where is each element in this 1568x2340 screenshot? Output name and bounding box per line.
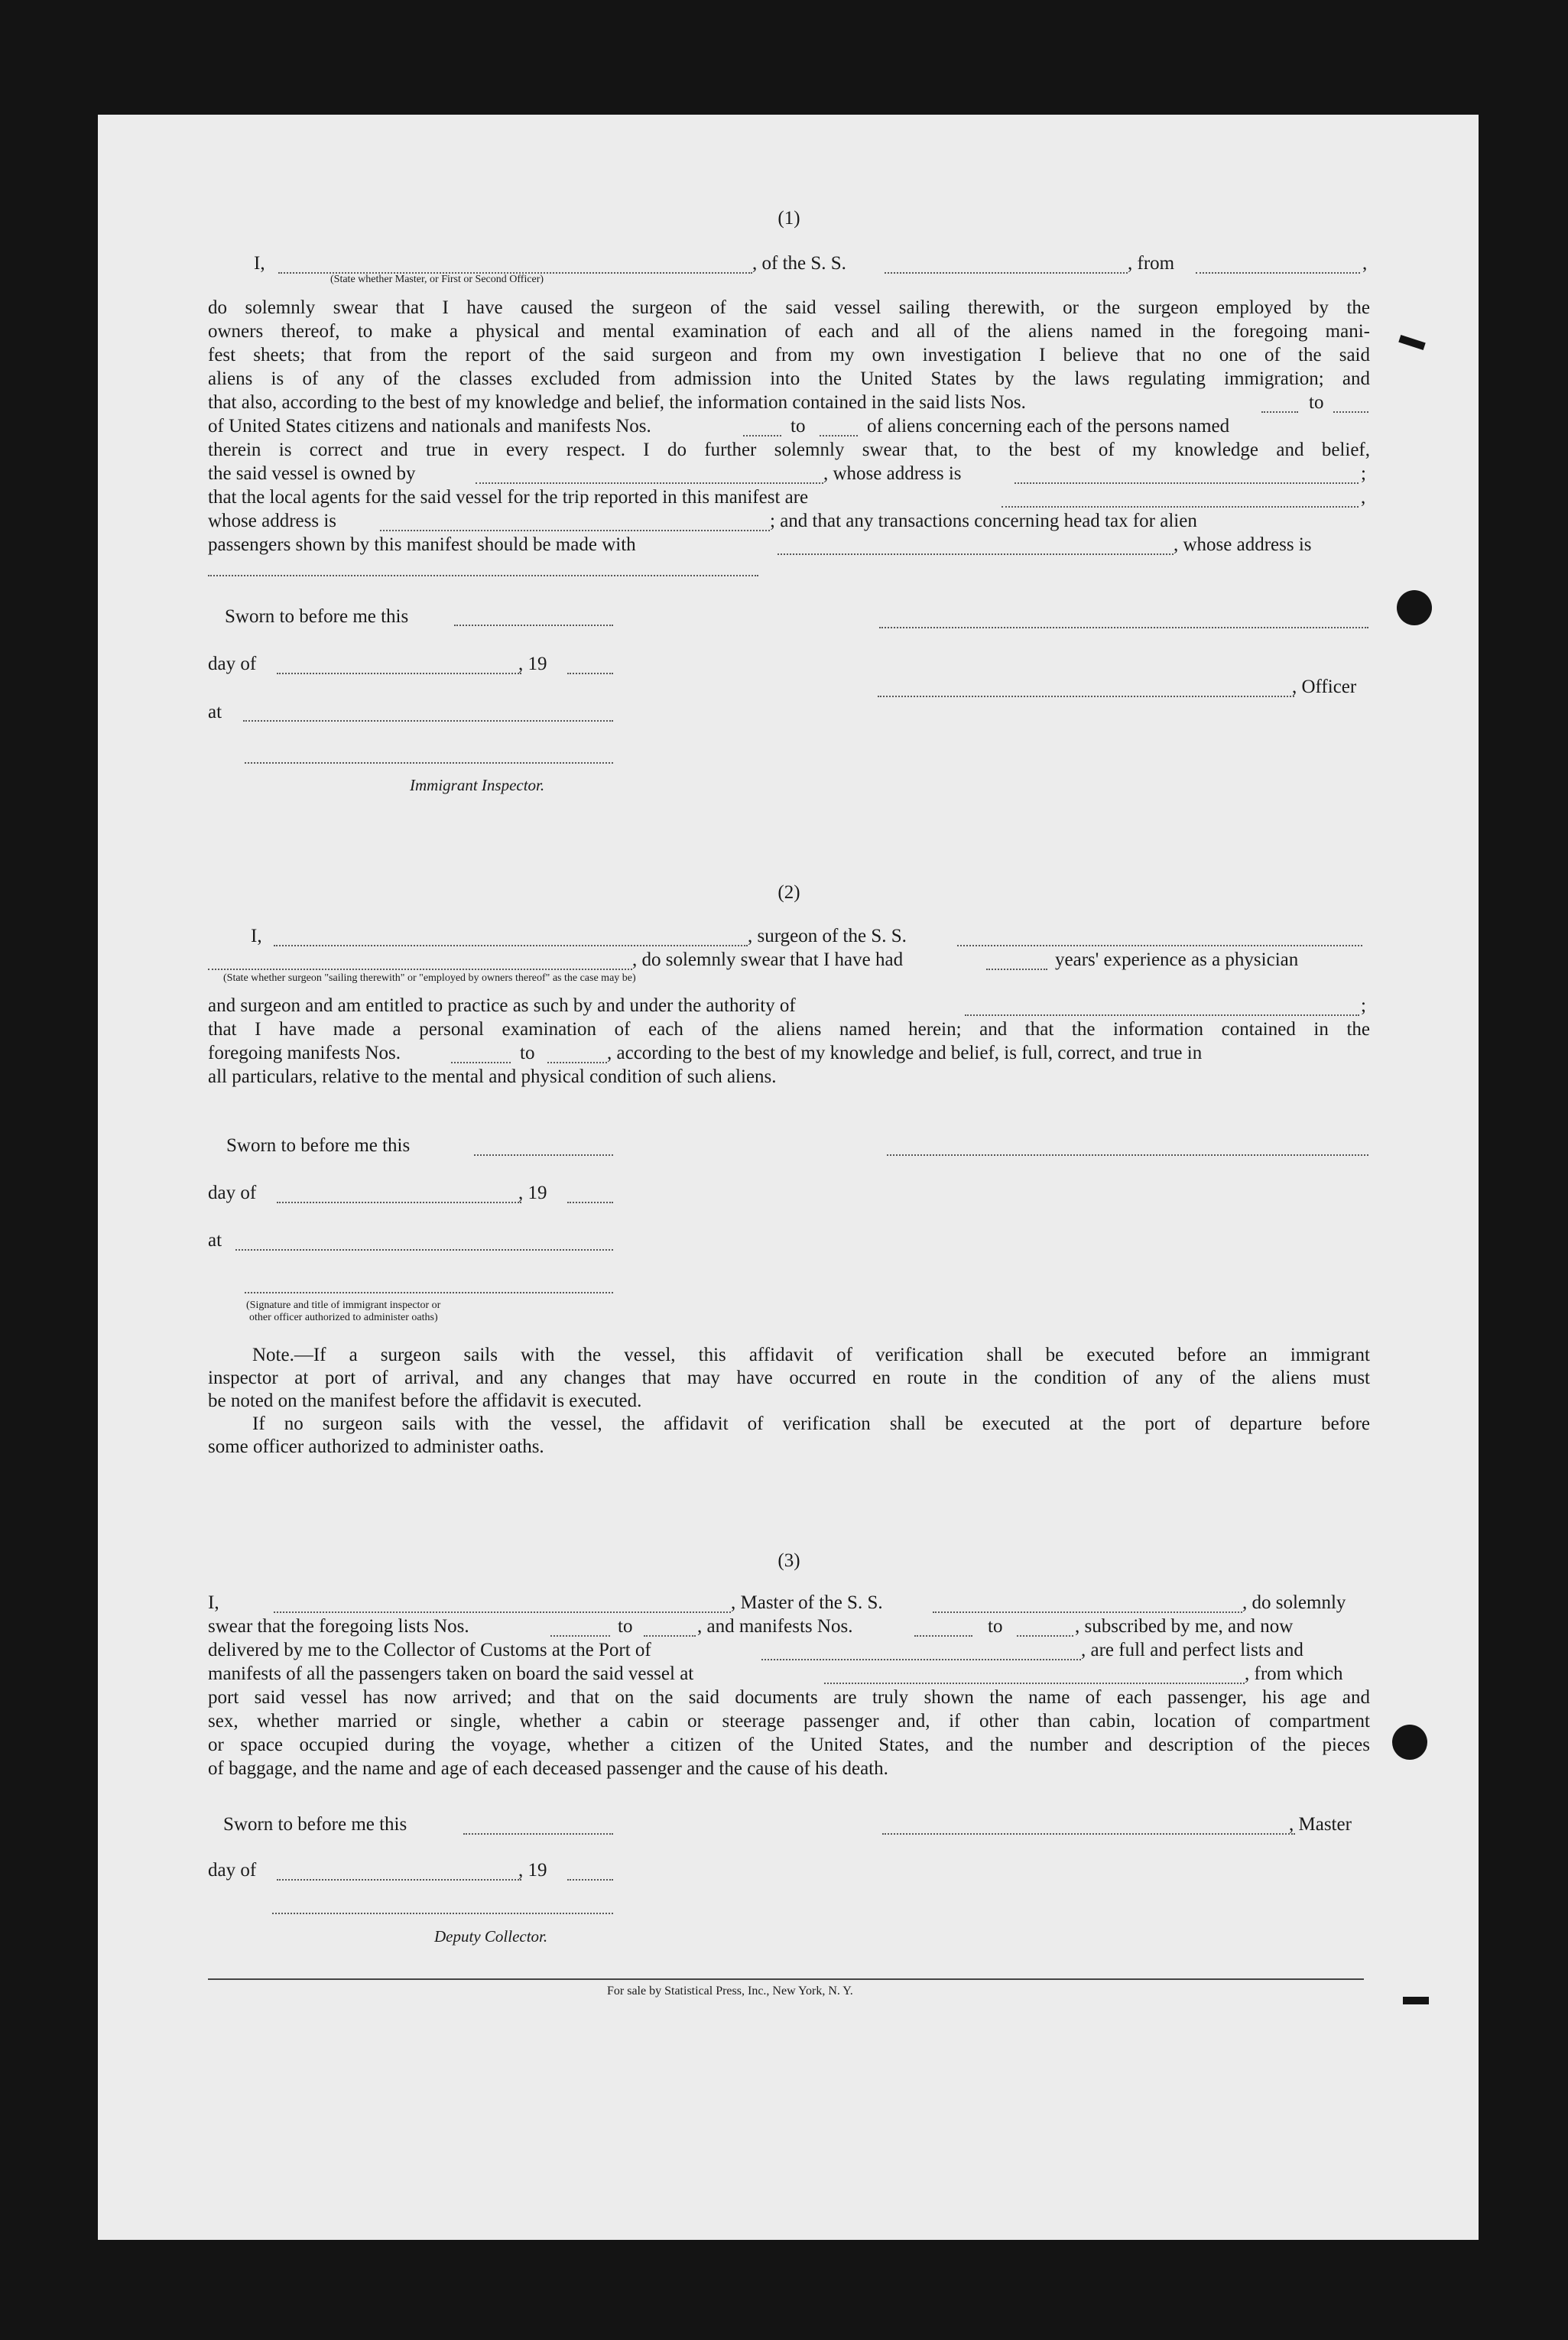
owner-field[interactable] (476, 467, 823, 484)
body-line-manifests: of United States citizens and nationals and manifests Nos. to of aliens concerning each of the persons named (208, 416, 1230, 437)
master-label: , Master (1289, 1814, 1352, 1835)
sworn-date-field[interactable] (474, 1154, 613, 1156)
inspector-label: Immigrant Inspector. (410, 776, 545, 794)
margin-mark (1403, 1997, 1429, 2004)
sworn-label: Sworn to before me this (225, 606, 409, 627)
sworn-date-field[interactable] (463, 1833, 613, 1835)
body-line-lists: that also, according to the best of my knowledge and belief, the information contained in the said lists Nos. to (208, 391, 1370, 414)
day-of-field[interactable] (277, 1879, 521, 1881)
affidavit-master: (1) I, , of the S. S. , from , (State whether Master, or First or Second Officer) do solemnly swear that I have caused the surgeon of the said vessel sailing therewith, or the surgeon employed by the owners thereof, to make a physical and mental examination of each and all of the aliens named in the foregoing mani- fest sheets; that from the report of the said surgeon and from my own investigation I believe that no one of the said aliens is of any of the classes excluded from admission into the United States by the laws regulating immigration; and that also, according to the best of my knowledge and belief, the information contained in the said lists Nos. to of United States citizens and nationals and manifests Nos. to of aliens concerning each of the persons named therein is correct and true in every respect. I do further solemnly swear that, to the best of my knowledge and belief, the said vessel is owned by , whose address is ; that the local agents for the said vessel for the trip reported in this manifest are , whose address is ; and that any transactions concerning head tax for alien passengers shown by this manifest should be made with , whose address is Sworn to before me this day of , 19 , Officer at Immigrant Inspector. (208, 208, 1370, 804)
manifest-to-field[interactable] (820, 420, 858, 437)
collector-signature-line[interactable] (272, 1913, 613, 1914)
body-line: therein is correct and true in every respect. I do further solemnly swear that, to the best of my knowledge and belief, (208, 440, 1370, 460)
year-field[interactable] (567, 1202, 613, 1203)
manifests-to-field[interactable] (1017, 1620, 1073, 1637)
body-line: owners thereof, to make a physical and mental examination of each and all of the aliens named in the foregoing mani- (208, 321, 1370, 342)
owner-address-field[interactable] (1014, 467, 1359, 484)
collector-label: Deputy Collector. (434, 1927, 548, 1946)
punch-hole-top (1397, 590, 1432, 625)
head-tax-party-field[interactable] (778, 538, 1174, 555)
at-field[interactable] (243, 720, 613, 722)
body-line-agents: that the local agents for the said vessel for the trip reported in this manifest are , (208, 487, 1366, 508)
years-field[interactable] (986, 953, 1047, 970)
list-to-field[interactable] (1333, 396, 1368, 413)
surgeon-line-6: all particulars, relative to the mental and physical condition of such aliens. (208, 1066, 777, 1087)
at-label: at (208, 1230, 222, 1251)
master-signature-line[interactable] (882, 1833, 1295, 1835)
body-line-agent-address: whose address is ; and that any transactions concerning head tax for alien (208, 511, 1197, 531)
officer-label: , Officer (1292, 677, 1357, 697)
day-of-field[interactable] (277, 673, 521, 674)
master-line-4: manifests of all the passengers taken on board the said vessel at , from which (208, 1663, 1343, 1684)
vessel-field[interactable] (885, 257, 1128, 274)
port-field[interactable] (761, 1644, 1081, 1660)
surgeon-vessel-field[interactable] (957, 930, 1362, 946)
body-line: do solemnly swear that I have caused the surgeon of the said vessel sailing therewith, or the surgeon employed by the (208, 297, 1370, 318)
master-line-2: swear that the foregoing lists Nos. to , and manifests Nos. to , subscribed by me, and now (208, 1616, 1294, 1637)
inspector-signature-line[interactable] (245, 762, 613, 764)
at-label: at (208, 702, 222, 722)
body-line: sex, whether married or single, whether a cabin or steerage passenger and, if other than cabin, location of compartment (208, 1711, 1370, 1731)
body-line-head-tax: passengers shown by this manifest should be made with , whose address is (208, 534, 1312, 555)
master-vessel-field[interactable] (933, 1596, 1242, 1613)
note-line: be noted on the manifest before the affidavit is executed. (208, 1391, 642, 1411)
signature-line[interactable] (879, 627, 1368, 628)
officer-sublabel: (State whether Master, or First or Second Officer) (330, 274, 544, 285)
agents-field[interactable] (1002, 491, 1359, 508)
inspector-signature-line[interactable] (245, 1292, 613, 1293)
surgeon-name-field[interactable] (274, 930, 748, 946)
master-line-3: delivered by me to the Collector of Customs at the Port of , are full and perfect lists and (208, 1640, 1303, 1660)
affidavit-surgeon: (2) I, , surgeon of the S. S. , do solemnly swear that I have had years' experience as a physician (State whether surgeon "sailing therewith" or "employed by owners thereof" as the case may be) and surgeon and am entitled to practice as such by and under the authority of ; that I have made a personal examination of each of the aliens named herein; and that the information contained in the foregoing manifests Nos. to , according to the best of my knowledge and belief, is full, correct, and true in all particulars, relative to the mental and physical condition of such aliens. Sworn to before me this day of , 19 at (Signature and title of immigrant inspector or other officer authorized to administer oaths) (208, 882, 1370, 1323)
body-line: or space occupied during the voyage, whether a citizen of the United States, and the number and description of the pieces (208, 1735, 1370, 1755)
year-label: , 19 (518, 654, 547, 674)
authority-field[interactable] (965, 999, 1359, 1016)
section-number: (3) (778, 1550, 800, 1571)
officer-field[interactable] (278, 257, 752, 274)
day-of-label: day of (208, 654, 257, 674)
footer-rule (208, 1978, 1364, 1980)
signature-note: other officer authorized to administer oaths) (249, 1312, 438, 1323)
year-field[interactable] (567, 1879, 613, 1881)
sworn-date-field[interactable] (454, 625, 613, 626)
surgeon-manifest-to-field[interactable] (547, 1047, 607, 1063)
printer-credit: For sale by Statistical Press, Inc., New York, N. Y. (607, 1985, 853, 1998)
surgeon-sublabel: (State whether surgeon "sailing therewith" or "employed by owners thereof" as the case may be) (223, 972, 636, 984)
year-field[interactable] (567, 673, 613, 674)
section-number: (2) (778, 882, 800, 903)
surgeon-status-field[interactable] (208, 953, 632, 970)
boarding-port-field[interactable] (824, 1667, 1245, 1684)
note-line: some officer authorized to administer oaths. (208, 1436, 544, 1457)
officer-signature-line[interactable] (878, 696, 1294, 697)
manifests-from-field[interactable] (914, 1620, 972, 1637)
affidavit-master-delivery: (3) I, , Master of the S. S. , do solemnly swear that the foregoing lists Nos. to , and manifests Nos. to , subscribed by me, and now delivered by me to the Collector of Customs at the Port of , are full and perfect lists and manifests of all the passengers taken on board the said vessel at , from which port said vessel has now arrived; and that on the said documents are truly shown the name of each passenger, his age and sex, whether married or single, whether a cabin or steerage passenger and, if other than cabin, location of compartment or space occupied during the voyage, whether a citizen of the United States, and the number and description of the pieces of baggage, and the name and age of each deceased passenger and the cause of his death. Sworn to before me this , Master day of , 19 Deputy Collector. (208, 1550, 1370, 1948)
day-of-label: day of (208, 1183, 257, 1203)
note-line: inspector at port of arrival, and any changes that may have occurred en route in the condition of any of the aliens must (208, 1368, 1370, 1388)
body-line: fest sheets; that from the report of the said surgeon and from my own investigation I believe that no one of the said (208, 345, 1370, 365)
body-line-owner: the said vessel is owned by , whose address is ; (208, 463, 1366, 484)
from-field[interactable] (1196, 257, 1360, 274)
punch-hole-bottom (1392, 1725, 1427, 1760)
agent-address-field[interactable] (380, 514, 770, 531)
section-number: (1) (778, 208, 800, 229)
manifest-from-field[interactable] (743, 420, 781, 437)
surgeon-line-4: that I have made a personal examination of each of the aliens named herein; and that the information contained in the (208, 1019, 1370, 1040)
list-from-field[interactable] (1261, 396, 1298, 413)
surgeon-line-3: and surgeon and am entitled to practice as such by and under the authority of ; (208, 995, 1366, 1016)
sworn-label: Sworn to before me this (223, 1814, 407, 1835)
body-line: aliens is of any of the classes excluded from admission into the United States by the laws regulating immigration; and (208, 368, 1370, 389)
signature-note: (Signature and title of immigrant inspector or (246, 1300, 441, 1311)
sworn-label: Sworn to before me this (226, 1135, 411, 1156)
body-line: port said vessel has now arrived; and that on the said documents are truly shown the name of each passenger, his age and (208, 1687, 1370, 1708)
surgeon-manifest-from-field[interactable] (451, 1047, 511, 1063)
surgeon-line-5: foregoing manifests Nos. to , according to the best of my knowledge and belief, is full, correct, and true in (208, 1043, 1203, 1063)
lists-from-field[interactable] (550, 1620, 610, 1637)
year-label: , 19 (518, 1860, 547, 1881)
body-line: of baggage, and the name and age of each deceased passenger and the cause of his death. (208, 1758, 888, 1779)
head-tax-address-field[interactable] (208, 575, 758, 576)
note-line: Note.—If a surgeon sails with the vessel, this affidavit of verification shall be executed before an immigrant (252, 1345, 1370, 1365)
year-label: , 19 (518, 1183, 547, 1203)
note-block (208, 1344, 1370, 1459)
master-name-field[interactable] (274, 1596, 731, 1613)
day-of-field[interactable] (277, 1202, 521, 1203)
day-of-label: day of (208, 1860, 257, 1881)
lists-to-field[interactable] (644, 1620, 696, 1637)
surgeon-signature-line[interactable] (887, 1154, 1368, 1156)
at-field[interactable] (235, 1249, 613, 1251)
note-line: If no surgeon sails with the vessel, the affidavit of verification shall be executed at the port of departure before (252, 1413, 1370, 1434)
